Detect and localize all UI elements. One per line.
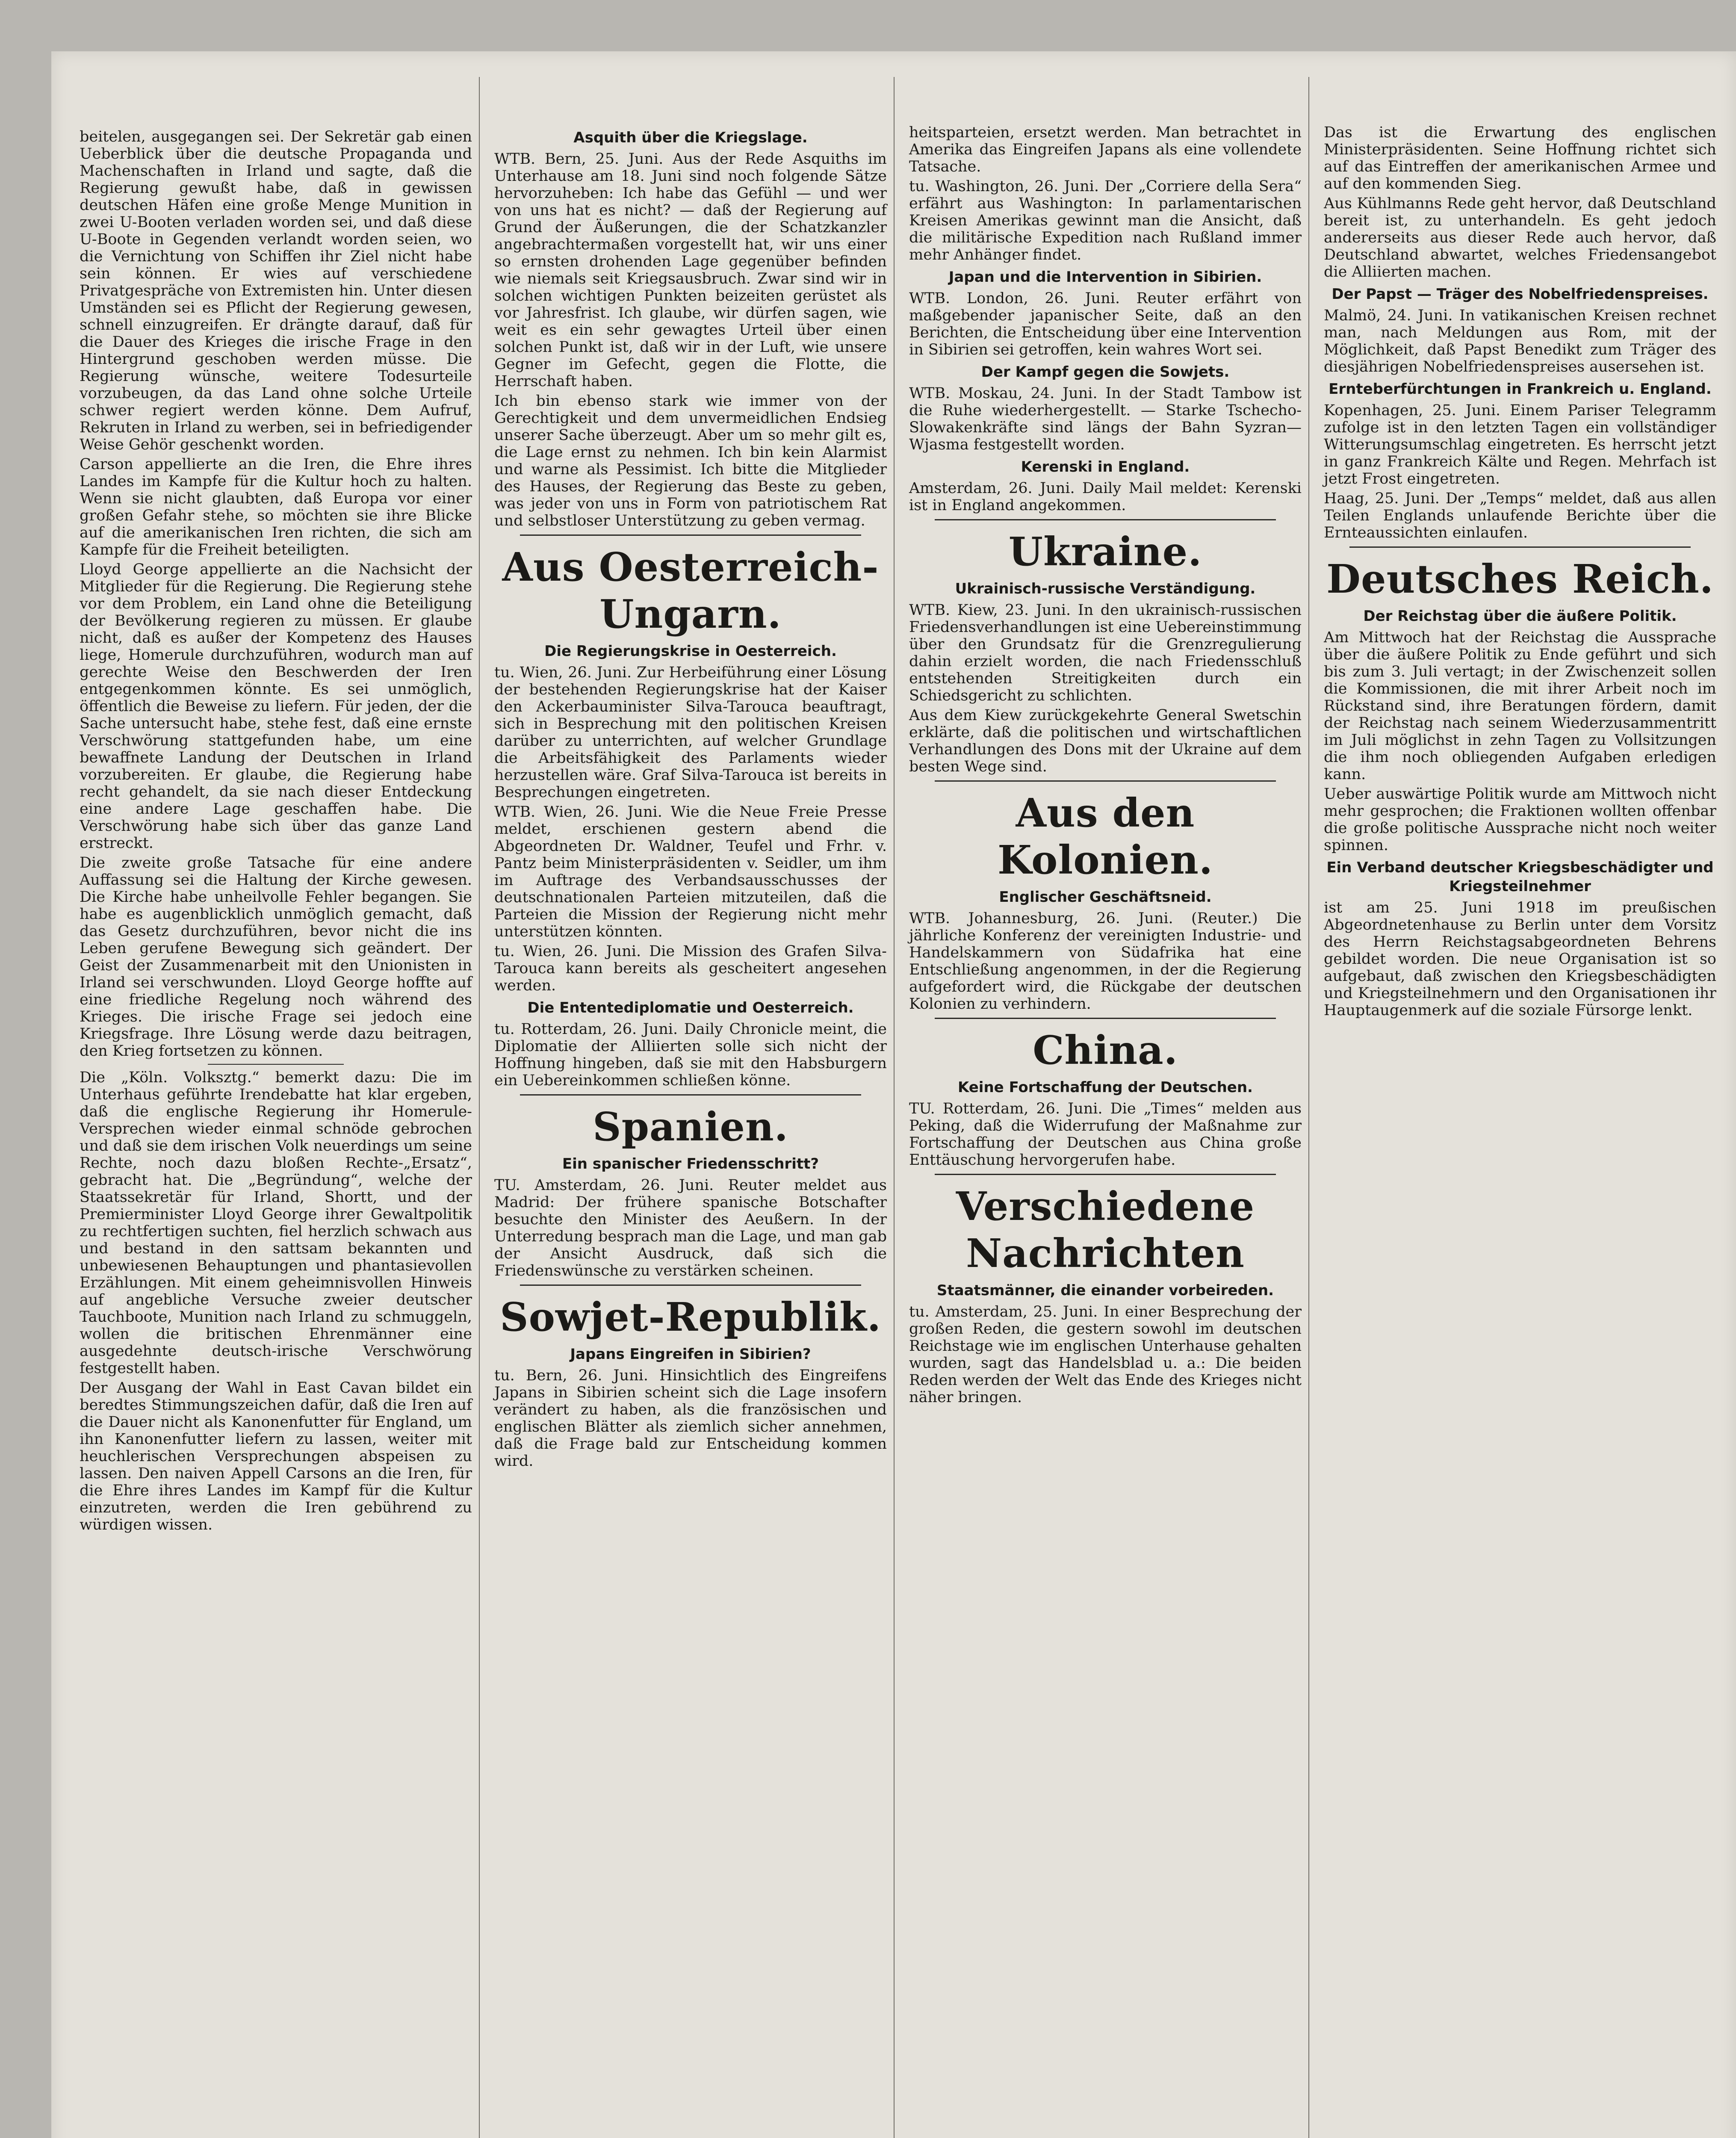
article-heading: Japans Eingreifen in Sibirien?	[570, 1346, 811, 1363]
divider	[935, 1018, 1276, 1019]
article-paragraph: tu. Bern, 26. Juni. Hinsichtlich des Eingreifens Japans in Sibirien scheint sich die Lage insofern verändert zu haben, als die französischen und englischen Blätter als ziemlich sicher annehmen, daß die Frage bald zur Entscheidung kommen wird.	[494, 1367, 887, 1470]
article-paragraph: tu. Washington, 26. Juni. Der „Corriere della Sera“ erfährt aus Washington: In parlamentarischen Kreisen Amerikas gewinnt man die Ansicht, daß die militärische Expedition nach Rußland immer mehr Anhänger findet.	[909, 178, 1302, 263]
article-paragraph: beitelen, ausgegangen sei. Der Sekretär gab einen Ueberblick über die deutsche Propaganda und Machenschaften in Irland und sagte, daß die Regierung gewußt habe, daß in gewissen deutschen Häfen eine große Menge Munition in zwei U-Booten verladen worden sei, und daß diese U-Boote in Gegenden verlandt worden seien, wo die Vernichtung von Schiffen ihr Ziel nicht habe sein können. Er wies auf verschiedene Privatgespräche von Extremisten hin. Unter diesen Umständen sei es Pflicht der Regierung gewesen, schnell einzugreifen. Er drängte darauf, daß für die Dauer des Krieges die irische Frage in den Hintergrund geschoben werden müsse. Die Regierung wünsche, weitere Todesurteile vorzubeugen, da das Land ohne solche Urteile schwer regiert werden könne. Dem Aufruf, Rekruten in Irland zu werben, sei in befriedigender Weise Gehör geschenkt worden.	[80, 128, 472, 453]
divider	[520, 1094, 861, 1096]
article-paragraph: tu. Rotterdam, 26. Juni. Daily Chronicle meint, die Diplomatie der Alliierten solle sich nicht der Hoffnung hingeben, daß sie mit den Habsburgern ein Uebereinkommen schließen könne.	[494, 1021, 887, 1089]
article-paragraph: Die „Köln. Volksztg.“ bemerkt dazu: Die im Unterhaus geführte Irendebatte hat klar ergeben, daß die englische Regierung ihr Homerule-Versprechen wieder einmal schnöde gebrochen und daß sie dem irischen Volk neuerdings um seine Rechte, noch dazu bloßen Rechte-„Ersatz“, gebracht hat. Die „Begründung“, welche der Staatssekretär für Irland, Shortt, und der Premierminister Lloyd George ihrer Gewaltpolitik zu rechtfertigen suchten, fiel herzlich schwach aus und bestand in den sattsam bekannten und unbewiesenen Behauptungen und phantasievollen Erzählungen. Mit einem geheimnisvollen Hinweis auf angebliche Versuche zweier deutscher Tauchboote, Munition nach Irland zu schmuggeln, wollen die britischen Ehrenmänner eine ausgedehnte deutsch-irische Verschwörung festgestellt haben.	[80, 1069, 472, 1377]
divider	[935, 519, 1276, 520]
article-paragraph: WTB. Bern, 25. Juni. Aus der Rede Asquiths im Unterhause am 18. Juni sind noch folgende Sätze hervorzuheben: Ich habe das Gefühl — und wer von uns hat es nicht? — daß der Regierung auf Grund der Äußerungen, die der Schatzkanzler angebrachtermaßen vorgestellt hat, wir uns einer so ernsten drohenden Lage gegenüber befinden wie niemals seit Kriegsausbruch. Zwar sind wir in solchen wichtigen Punkten beizeiten gerüstet als vor Jahresfrist. Ich glaube, wir dürfen sagen, wie weit es ein sehr gewagtes Urteil über einen solchen Punkt ist, daß wir in der Luft, wie unsere Gegner im Gefecht, gegen die Flotte, die Herrschaft haben.	[494, 151, 887, 390]
article-heading: Die Ententediplomatie und Oesterreich.	[527, 999, 854, 1016]
article-heading: Der Reichstag über die äußere Politik.	[1363, 608, 1677, 625]
column-divider	[894, 77, 895, 2138]
article-heading: Die Regierungskrise in Oesterreich.	[544, 643, 837, 660]
divider	[520, 1285, 861, 1286]
article-paragraph: WTB. Kiew, 23. Juni. In den ukrainisch-russischen Friedensverhandlungen ist eine Uebereinstimmung über den Grundsatz für die Grenzregulierung dahin erzielt worden, die nach Friedensschluß entstehenden Streitigkeiten durch ein Schiedsgericht zu schlichten.	[909, 602, 1302, 704]
article-paragraph: Lloyd George appellierte an die Nachsicht der Mitglieder für die Regierung. Die Regierung stehe vor dem Problem, ein Land ohne die Beteiligung der Bevölkerung regieren zu müssen. Er glaube nicht, daß es außer der Kompetenz des Hauses liege, Homerule durchzuführen, wodurch man auf gerechte Weise den Beschwerden der Iren entgegenkommen könnte. Es sei unmöglich, öffentlich die Beweise zu liefern. Für jeden, der die Sache untersucht habe, stehe fest, daß eine ernste Verschwörung stattgefunden habe, um eine bewaffnete Landung der Deutschen in Irland vorzubereiten. Er glaube, die Regierung habe recht gehandelt, da sie nach dieser Entdeckung eine andere Lage geschaffen habe. Die Verschwörung habe sich über das ganze Land erstreckt.	[80, 561, 472, 852]
article-paragraph: Ueber auswärtige Politik wurde am Mittwoch nicht mehr gesprochen; die Fraktionen wollten offenbar die große politische Aussprache nicht noch weiter spinnen.	[1324, 786, 1716, 854]
article-paragraph: WTB. Moskau, 24. Juni. In der Stadt Tambow ist die Ruhe wiederhergestellt. — Starke Tschecho-Slowakenkräfte sind längs der Bahn Syzran—Wjasma festgestellt worden.	[909, 385, 1302, 453]
divider	[935, 1174, 1276, 1175]
divider	[935, 780, 1276, 782]
article-heading: Der Kampf gegen die Sowjets.	[981, 363, 1230, 381]
article-paragraph: Aus Kühlmanns Rede geht hervor, daß Deutschland bereit ist, zu unterhandeln. Es geht jedoch andererseits aus dieser Rede auch hervor, daß Deutschland abwartet, welches Friedensangebot die Alliierten machen.	[1324, 195, 1716, 281]
section-heading: Spanien.	[593, 1104, 788, 1150]
section-heading: Sowjet-Republik.	[500, 1294, 881, 1340]
newspaper-page	[51, 51, 1736, 2138]
section-heading: Aus den Kolonien.	[998, 790, 1213, 883]
article-heading: Englischer Geschäftsneid.	[999, 889, 1212, 906]
article-paragraph: TU. Rotterdam, 26. Juni. Die „Times“ melden aus Peking, daß die Widerrufung der Maßnahme zur Fortschaffung der Deutschen aus China große Enttäuschung hervorgerufen habe.	[909, 1100, 1302, 1169]
section-heading: China.	[1033, 1027, 1178, 1073]
article-paragraph: heitsparteien, ersetzt werden. Man betrachtet in Amerika das Eingreifen Japans als eine vollendete Tatsache.	[909, 124, 1302, 175]
article-paragraph: WTB. Wien, 26. Juni. Wie die Neue Freie Presse meldet, erschienen gestern abend die Abgeordneten Dr. Waldner, Teufel und Frhr. v. Pantz beim Ministerpräsidenten v. Seidler, um ihm im Auftrage des Verbandsausschusses der deutschnationalen Parteien mitzuteilen, daß die Parteien die Mission der Regierung nicht mehr unterstützen könnten.	[494, 803, 887, 940]
article-heading: Ernteberfürchtungen in Frankreich u. England.	[1329, 381, 1712, 398]
article-paragraph: Kopenhagen, 25. Juni. Einem Pariser Telegramm zufolge ist in den letzten Tagen ein vollständiger Witterungsumschlag eingetreten. Es herrscht jetzt in ganz Frankreich Kälte und Regen. Mehrfach ist jetzt Frost eingetreten.	[1324, 402, 1716, 487]
article-paragraph: ist am 25. Juni 1918 im preußischen Abgeordnetenhause zu Berlin unter dem Vorsitz des Herrn Reichstagsabgeordneten Behrens gebildet worden. Die neue Organisation ist so aufgebaut, daß zwischen den Kriegsbeschädigten und Kriegsteilnehmern und den Organisationen ihr Hauptaugenmerk auf die soziale Fürsorge lenkt.	[1324, 899, 1716, 1019]
divider	[520, 534, 861, 536]
article-heading: Kerenski in England.	[1021, 458, 1190, 475]
article-paragraph: Die zweite große Tatsache für eine andere Auffassung sei die Haltung der Kirche gewesen. Die Kirche habe unheilvolle Fehler begangen. Sie habe es augenblicklich unmöglich gemacht, daß das Gesetz durchzuführen, bevor nicht die ins Leben gerufene Bewegung sich geändert. Der Geist der Zusammenarbeit mit den Unionisten in Irland sei verschwunden. Lloyd George hoffte auf eine friedliche Regelung noch während des Krieges. Die irische Frage sei jedoch eine Kriegsfrage. Ihre Lösung werde dazu beitragen, den Krieg fortsetzen zu können.	[80, 854, 472, 1060]
article-heading: Ukrainisch-russische Verständigung.	[955, 580, 1256, 597]
article-paragraph: Haag, 25. Juni. Der „Temps“ meldet, daß aus allen Teilen Englands unlaufende Berichte über die Ernteaussichten einlaufen.	[1324, 490, 1716, 541]
article-paragraph: Der Ausgang der Wahl in East Cavan bildet ein beredtes Stimmungszeichen dafür, daß die Iren auf die Dauer nicht als Kanonenfutter für England, um ihn Kanonenfutter liefern zu lassen, weiter mit heuchlerischen Versprechungen abspeisen zu lassen. Den naiven Appell Carsons an die Iren, für die Ehre ihres Landes im Kampf für die Kultur einzutreten, werden die Iren gebührend zu würdigen wissen.	[80, 1379, 472, 1533]
article-paragraph: Das ist die Erwartung des englischen Ministerpräsidenten. Seine Hoffnung richtet sich auf das Eintreffen der amerikanischen Armee und auf den kommenden Sieg.	[1324, 124, 1716, 192]
column-divider	[1308, 77, 1309, 2138]
article-paragraph: WTB. Johannesburg, 26. Juni. (Reuter.) Die jährliche Konferenz der vereinigten Industrie- und Handelskammern von Südafrika hat eine Entschließung angenommen, in der die Regierung aufgefordert wird, die Rückgabe der deutschen Kolonien zu verhindern.	[909, 910, 1302, 1013]
article-heading: Staatsmänner, die einander vorbeireden.	[936, 1282, 1274, 1299]
article-paragraph: TU. Amsterdam, 26. Juni. Reuter meldet aus Madrid: Der frühere spanische Botschafter besuchte den Minister des Aeußern. In der Unterredung besprach man die Lage, und man gab der Ansicht Ausdruck, daß sich die Friedenswünsche zu verstärken scheinen.	[494, 1177, 887, 1279]
article-heading: Keine Fortschaffung der Deutschen.	[958, 1079, 1253, 1096]
section-heading: Ukraine.	[1008, 529, 1202, 575]
column-2	[492, 124, 889, 2138]
column-divider	[479, 77, 480, 2138]
article-paragraph: tu. Wien, 26. Juni. Zur Herbeiführung einer Lösung der bestehenden Regierungskrise hat der Kaiser den Ackerbauminister Silva-Tarouca beauftragt, sich in Besprechung mit den politischen Kreisen darüber zu unterrichten, auf welcher Grundlage die Arbeitsfähigkeit des Parlaments wieder herzustellen wäre. Graf Silva-Tarouca ist bereits in Besprechungen eingetreten.	[494, 664, 887, 801]
article-paragraph: Malmö, 24. Juni. In vatikanischen Kreisen rechnet man, nach Meldungen aus Rom, mit der Möglichkeit, daß Papst Benedikt zum Träger des diesjährigen Nobelfriedenspreises ausersehen ist.	[1324, 307, 1716, 375]
article-heading: Japan und die Intervention in Sibirien.	[948, 269, 1262, 286]
divider	[208, 1064, 344, 1065]
article-paragraph: tu. Wien, 26. Juni. Die Mission des Grafen Silva-Tarouca kann bereits als gescheitert angesehen werden.	[494, 943, 887, 994]
section-heading: Deutsches Reich.	[1326, 556, 1714, 602]
column-1	[77, 128, 475, 2138]
article-heading: Der Papst — Träger des Nobelfriedenspreises.	[1332, 286, 1709, 303]
article-paragraph: Ich bin ebenso stark wie immer von der Gerechtigkeit und dem unvermeidlichen Endsieg unserer Sache überzeugt. Aber um so mehr gilt es, die Lage ernst zu nehmen. Ich bin kein Alarmist und warne als Pessimist. Ich bitte die Mitglieder des Hauses, der Regierung das Beste zu geben, was jeder von uns in Form von patriotischem Rat und selbstloser Unterstützung zu geben vermag.	[494, 393, 887, 529]
column-4	[1321, 124, 1719, 2138]
article-paragraph: Carson appellierte an die Iren, die Ehre ihres Landes im Kampfe für die Kultur hoch zu halten. Wenn sie nicht glaubten, daß Europa vor einer großen Gefahr stehe, so möchten sie ihre Blicke auf die amerikanischen Iren richten, die sich am Kampfe für die Freiheit beteiligten.	[80, 456, 472, 558]
article-heading: Ein Verband deutscher Kriegsbeschädigter und Kriegsteilnehmer	[1326, 859, 1714, 895]
section-heading: Aus Oesterreich-Ungarn.	[502, 544, 879, 637]
article-heading: Asquith über die Kriegslage.	[573, 129, 808, 146]
section-heading: Verschiedene Nachrichten	[956, 1183, 1255, 1276]
article-paragraph: Am Mittwoch hat der Reichstag die Aussprache über die äußere Politik zu Ende geführt und sich bis zum 3. Juli vertagt; in der Zwischenzeit sollen die Kommissionen, die mit ihrer Arbeit noch im Rückstand sind, ihre Beratungen fördern, damit der Reichstag nach seinem Wiederzusammentritt im Juli möglichst in zehn Tagen zu Vollsitzungen die ihm noch obliegenden Aufgaben erledigen kann.	[1324, 629, 1716, 783]
article-paragraph: tu. Amsterdam, 25. Juni. In einer Besprechung der großen Reden, die gestern sowohl im deutschen Reichstage wie im englischen Unterhause gehalten wurden, sagt das Handelsblad u. a.: Die beiden Reden werden der Welt das Ende des Krieges nicht näher bringen.	[909, 1303, 1302, 1406]
article-heading: Ein spanischer Friedensschritt?	[562, 1155, 819, 1172]
column-3	[906, 124, 1304, 2138]
divider	[1349, 546, 1691, 548]
article-paragraph: Amsterdam, 26. Juni. Daily Mail meldet: Kerenski ist in England angekommen.	[909, 480, 1302, 514]
article-paragraph: Aus dem Kiew zurückgekehrte General Swetschin erklärte, daß die politischen und wirtschaftlichen Verhandlungen des Dons mit der Ukraine auf dem besten Wege sind.	[909, 707, 1302, 775]
article-paragraph: WTB. London, 26. Juni. Reuter erfährt von maßgebender japanischer Seite, daß an den Berichten, die Entscheidung über eine Intervention in Sibirien sei getroffen, kein wahres Wort sei.	[909, 290, 1302, 358]
